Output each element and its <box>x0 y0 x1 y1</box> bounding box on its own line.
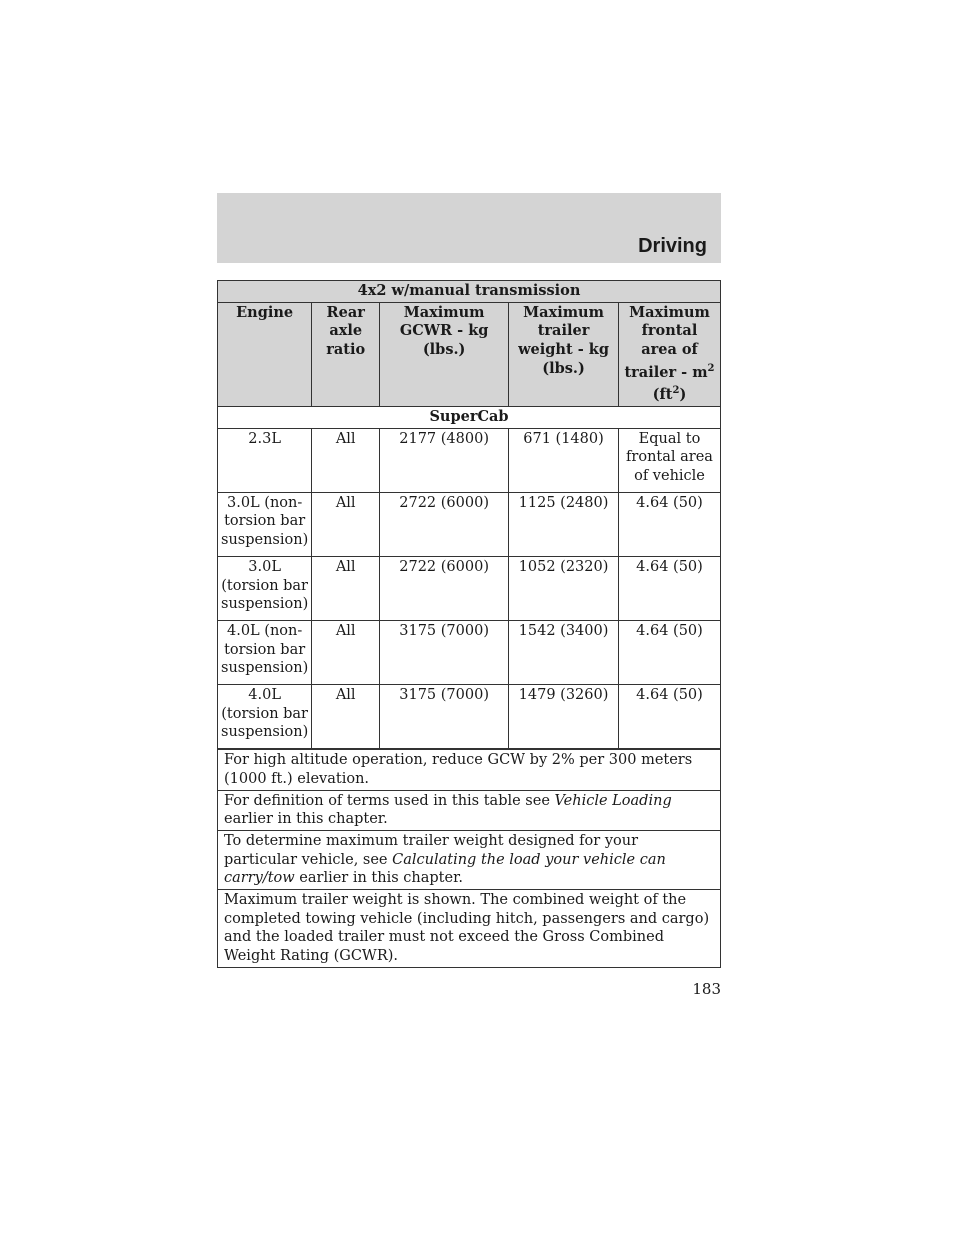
cell-trailer-weight: 671 (1480) <box>509 428 619 492</box>
note-altitude: For high altitude operation, reduce GCW by 2% per 300 meters (1000 ft.) elevation. <box>218 749 721 790</box>
cell-trailer-weight: 1125 (2480) <box>509 492 619 556</box>
section-header-band <box>217 193 721 263</box>
page-number: 183 <box>692 980 721 998</box>
cell-frontal-area: 4.64 (50) <box>619 492 721 556</box>
note-row <box>218 890 721 968</box>
cell-engine: 4.0L (torsion bar suspension) <box>218 685 312 750</box>
cell-axle: All <box>312 428 380 492</box>
note-max-weight: Maximum trailer weight is shown. The combined weight of the completed towing vehicle (including hitch, passengers and cargo) and the loaded trailer must not exceed the Gross Combined Weight Rating (GCWR). <box>218 890 721 968</box>
cell-axle: All <box>312 492 380 556</box>
cell-trailer-weight: 1542 (3400) <box>509 620 619 684</box>
cell-engine: 3.0L (non-torsion bar suspension) <box>218 492 312 556</box>
cell-gcwr: 2722 (6000) <box>380 556 509 620</box>
table-row <box>218 556 721 620</box>
cell-axle: All <box>312 556 380 620</box>
note-row <box>218 830 721 889</box>
column-header-gcwr: Maximum GCWR - kg (lbs.) <box>380 302 509 406</box>
note-determine-weight: To determine maximum trailer weight designed for your particular vehicle, see Calculating the load your vehicle can carry/tow earlier in this chapter. <box>218 830 721 889</box>
table-title: 4x2 w/manual transmission <box>218 281 721 303</box>
column-header-trailer-weight: Maximum trailer weight - kg (lbs.) <box>509 302 619 406</box>
table-row <box>218 428 721 492</box>
cell-frontal-area: 4.64 (50) <box>619 556 721 620</box>
table-row <box>218 620 721 684</box>
section-title: Driving <box>638 235 707 257</box>
column-header-engine: Engine <box>218 302 312 406</box>
table-row <box>218 685 721 750</box>
cell-frontal-area: 4.64 (50) <box>619 620 721 684</box>
section-row <box>218 406 721 428</box>
cell-axle: All <box>312 620 380 684</box>
table-title-row <box>218 281 721 303</box>
cell-trailer-weight: 1479 (3260) <box>509 685 619 750</box>
cell-gcwr: 3175 (7000) <box>380 685 509 750</box>
cell-trailer-weight: 1052 (2320) <box>509 556 619 620</box>
cell-engine: 2.3L <box>218 428 312 492</box>
cell-axle: All <box>312 685 380 750</box>
cell-frontal-area: Equal to frontal area of vehicle <box>619 428 721 492</box>
section-label: SuperCab <box>218 406 721 428</box>
column-header-axle-ratio: Rear axle ratio <box>312 302 380 406</box>
cell-engine: 4.0L (non-torsion bar suspension) <box>218 620 312 684</box>
column-header-row <box>218 302 721 406</box>
cell-frontal-area: 4.64 (50) <box>619 685 721 750</box>
note-row <box>218 749 721 790</box>
note-definition: For definition of terms used in this table see Vehicle Loading earlier in this chapter. <box>218 790 721 830</box>
table-row <box>218 492 721 556</box>
cell-gcwr: 2177 (4800) <box>380 428 509 492</box>
cell-gcwr: 2722 (6000) <box>380 492 509 556</box>
towing-spec-table <box>217 280 721 968</box>
column-header-frontal-area: Maximum frontal area of trailer - $m^2$ $(ft^2)$ <box>619 302 721 406</box>
note-row <box>218 790 721 830</box>
cell-gcwr: 3175 (7000) <box>380 620 509 684</box>
cell-engine: 3.0L (torsion bar suspension) <box>218 556 312 620</box>
